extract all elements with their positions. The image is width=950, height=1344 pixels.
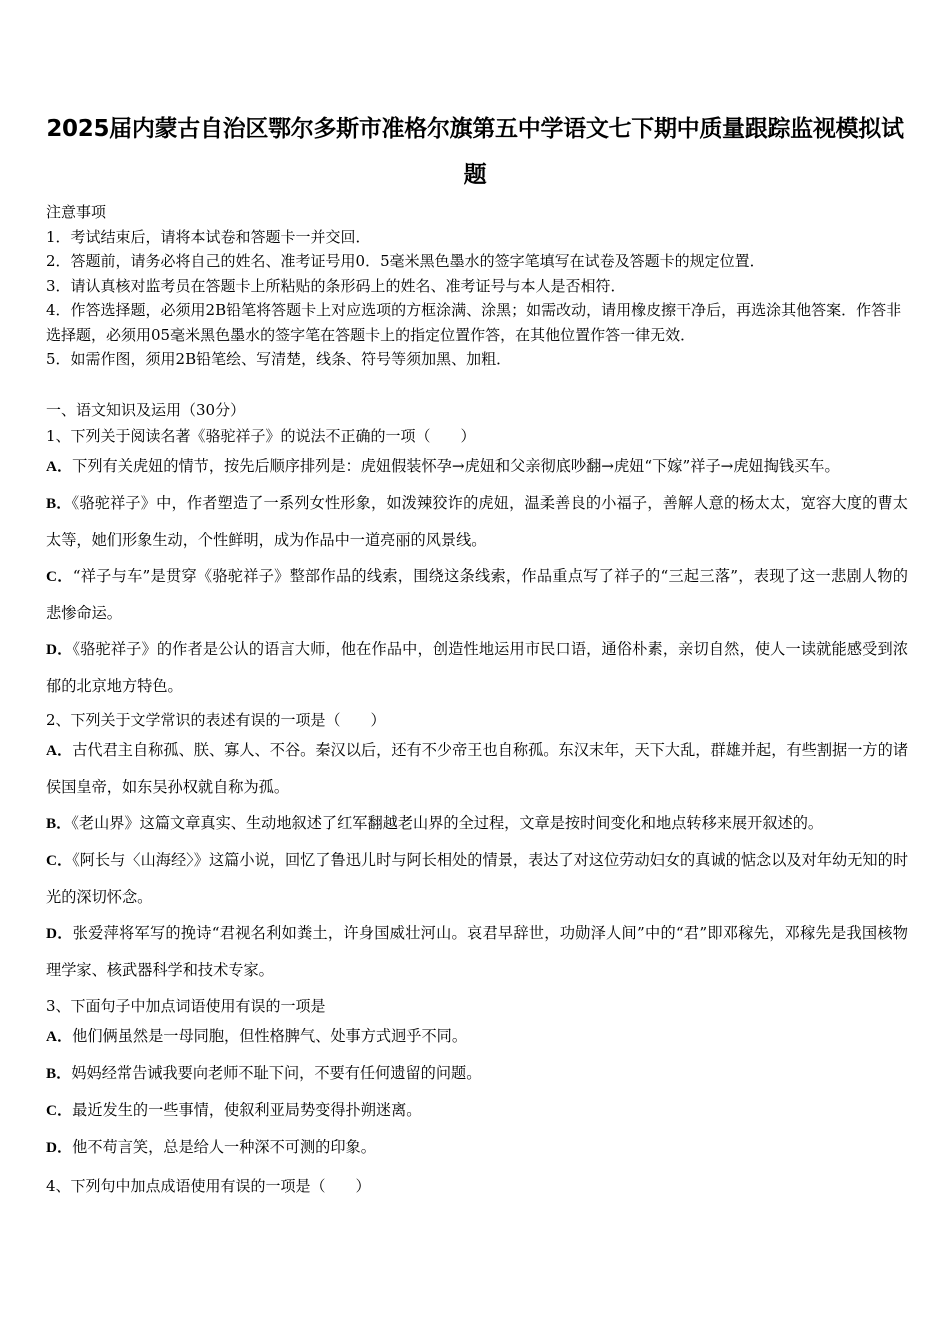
- option: [46, 558, 908, 631]
- option: [46, 915, 908, 988]
- question-list: [46, 424, 908, 1198]
- option-letter: C．: [46, 568, 73, 585]
- option-letter: C．: [46, 852, 73, 869]
- option-text: 他们俩虽然是一母同胞，但性格脾气、处事方式迥乎不同。: [72, 1027, 468, 1045]
- option-text: 《老山界》这篇文章真实、生动地叙述了红军翻越老山界的全过程，文章是按时间变化和地点转移来展开叙述的。: [71, 814, 824, 832]
- option-letter: A．: [46, 458, 73, 475]
- option-text: 《阿长与〈山海经〉》这篇小说，回忆了鲁迅儿时与阿长相处的情景，表达了对这位劳动妇女的真诚的惦念以及对年幼无知的时光的深切怀念。: [46, 851, 909, 906]
- option: [46, 805, 908, 842]
- option-letter: B．: [46, 495, 72, 512]
- option-text: 张爱萍将军写的挽诗“君视名利如粪土，许身国威壮河山。哀君早辞世，功勋泽人间”中的“君”即邓稼先，邓稼先是我国核物理学家、核武器科学和技术专家。: [46, 924, 908, 979]
- option: [46, 732, 908, 805]
- option-letter: C．: [46, 1102, 73, 1119]
- option-text: 《骆驼祥子》的作者是公认的语言大师，他在作品中，创造性地运用市民口语，通俗朴素，亲切自然，使人一读就能感受到浓郁的北京地方特色。: [46, 640, 909, 695]
- option: [46, 1055, 908, 1092]
- option: [46, 448, 908, 485]
- option-text: 他不苟言笑，总是给人一种深不可测的印象。: [72, 1138, 376, 1156]
- option: [46, 485, 908, 558]
- option: [46, 842, 908, 915]
- question-stem: 2、下列关于文学常识的表述有误的一项是（ ）: [46, 711, 386, 729]
- option-text: 古代君主自称孤、朕、寡人、不谷。秦汉以后，还有不少帝王也自称孤。东汉末年，天下大乱，群雄并起，有些割据一方的诸侯国皇帝，如东吴孙权就自称为孤。: [46, 741, 909, 796]
- option-letter: D．: [46, 925, 73, 942]
- question-stem: 3、下面句子中加点词语使用有误的一项是: [46, 997, 326, 1015]
- option-text: 下列有关虎妞的情节，按先后顺序排列是：虎妞假装怀孕→虎妞和父亲彻底吵翻→虎妞“下嫁”祥子→虎妞掏钱买车。: [72, 457, 840, 475]
- question-stem: 4、下列句中加点成语使用有误的一项是（ ）: [46, 1177, 371, 1195]
- option: [46, 1129, 908, 1166]
- option-text: 《骆驼祥子》中，作者塑造了一系列女性形象，如泼辣狡诈的虎妞，温柔善良的小福子，善解人意的杨太太，宽容大度的曹太太等，她们形象生动，个性鲜明，成为作品中一道亮丽的风景线。: [46, 494, 908, 549]
- page-title: 2025届内蒙古自治区鄂尔多斯市准格尔旗第五中学语文七下期中质量跟踪监视模拟试题: [46, 116, 904, 188]
- notice-section: [46, 200, 908, 372]
- notice-item: 2．答题前，请务必将自己的姓名、准考证号用0．5毫米黑色墨水的签字笔填写在试卷及答题卡的规定位置．: [46, 252, 765, 270]
- option: [46, 631, 908, 704]
- option-letter: D．: [46, 641, 73, 658]
- option-letter: D．: [46, 1139, 73, 1156]
- option-text: 最近发生的一些事情，使叙利亚局势变得扑朔迷离。: [72, 1101, 422, 1119]
- option-letter: B．: [46, 1065, 72, 1082]
- question-stem: 1、下列关于阅读名著《骆驼祥子》的说法不正确的一项（ ）: [46, 427, 476, 445]
- option-letter: B．: [46, 815, 72, 832]
- notice-item: 1．考试结束后，请将本试卷和答题卡一并交回．: [46, 227, 371, 246]
- option-letter: A．: [46, 742, 73, 759]
- option: [46, 1018, 908, 1055]
- section-title: 一、语文知识及运用（30分）: [46, 401, 246, 419]
- option-text: 妈妈经常告诫我要向老师不耻下问，不要有任何遗留的问题。: [71, 1064, 482, 1082]
- notice-item: 5．如需作图，须用2B铅笔绘、写清楚，线条、符号等须加黑、加粗．: [46, 350, 512, 368]
- option-text: “祥子与车”是贯穿《骆驼祥子》整部作品的线索，围绕这条线索，作品重点写了祥子的“三起三落”，表现了这一悲剧人物的悲惨命运。: [46, 567, 908, 622]
- notice-item: 4．作答选择题，必须用2B铅笔将答题卡上对应选项的方框涂满、涂黑；如需改动，请用橡皮擦干净后，再选涂其他答案．作答非选择题，必须用05毫米黑色墨水的签字笔在答题卡上的指定位置作答，在其他位置作答一律无效．: [46, 301, 902, 344]
- notice-heading: 注意事项: [46, 203, 107, 221]
- option: [46, 1092, 908, 1129]
- option-letter: A．: [46, 1028, 73, 1045]
- notice-item: 3．请认真核对监考员在答题卡上所粘贴的条形码上的姓名、准考证号与本人是否相符．: [46, 276, 626, 295]
